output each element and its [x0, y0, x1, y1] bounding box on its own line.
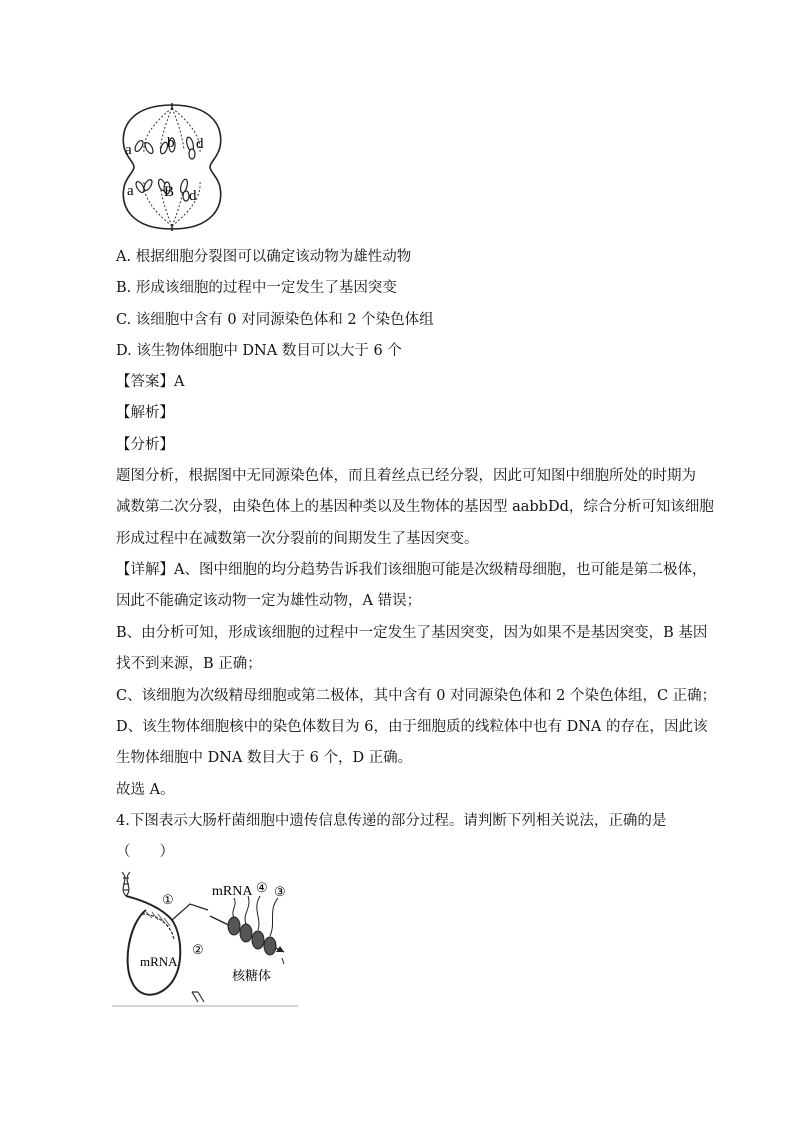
label-bottom-B: B — [164, 184, 175, 200]
transcription-translation-figure — [112, 870, 302, 1008]
label-bottom-d: d — [189, 188, 197, 204]
bottom-chromosomes — [134, 178, 189, 201]
option-b: B. 形成该细胞的过程中一定发生了基因突变 — [116, 280, 397, 296]
fenxi-line-2: 减数第二次分裂，由染色体上的基因种类以及生物体的基因型 aabbDd，综合分析可知该细胞 — [116, 499, 714, 515]
dna-tail — [192, 992, 204, 1002]
label-top-b: b — [167, 135, 175, 151]
label-circle-1: ① — [162, 892, 174, 907]
mrna-strand — [172, 904, 208, 920]
detail-line-6: D、该生物体细胞核中的染色体数目为 6，由于细胞质的线粒体中也有 DNA 的存在，因此该 — [116, 719, 708, 735]
option-d: D. 该生物体细胞中 DNA 数目可以大于 6 个 — [116, 343, 402, 359]
question4-line-2: （ ） — [116, 844, 174, 860]
label-ribosome: 核糖体 — [232, 968, 272, 983]
label-circle-3: ③ — [274, 884, 286, 899]
label-circle-2: ② — [192, 942, 204, 957]
detail-line-7: 生物体细胞中 DNA 数目大于 6 个，D 正确。 — [116, 750, 413, 766]
cell-division-diagram — [112, 102, 232, 232]
fenxi-heading: 【分析】 — [116, 437, 174, 453]
detail-line-2: 因此不能确定该动物一定为雄性动物，A 错误； — [116, 593, 422, 609]
label-mrna-top: mRNA — [212, 884, 253, 899]
label-mrna-loop: mRNA — [140, 954, 178, 969]
detail-line-3: B、由分析可知，形成该细胞的过程中一定发生了基因突变，因为如果不是基因突变，B 基因 — [116, 625, 708, 641]
label-bottom-a: a — [127, 183, 134, 199]
fenxi-line-3: 形成过程中在减数第一次分裂前的间期发生了基因突变。 — [116, 531, 479, 547]
detail-line-5: C、该细胞为次级精母细胞或第二极体，其中含有 0 对同源染色体和 2 个染色体组，C 正确； — [116, 688, 717, 704]
option-c: C. 该细胞中含有 0 对同源染色体和 2 个染色体组 — [116, 312, 434, 328]
spindle-fibers — [144, 108, 200, 226]
cell-division-figure — [112, 102, 232, 232]
dna-loop — [126, 896, 180, 995]
label-top-a: a — [125, 142, 132, 158]
answer-line: 【答案】A — [116, 374, 185, 390]
analysis-heading: 【解析】 — [116, 405, 174, 421]
fenxi-line-1: 题图分析，根据图中无同源染色体，而且着丝点已经分裂，因此可知图中细胞所处的时期为 — [116, 468, 696, 484]
detail-line-4: 找不到来源，B 正确； — [116, 656, 262, 672]
label-circle-4: ④ — [256, 880, 268, 895]
transcription-diagram — [112, 870, 302, 1008]
detail-line-1: 【详解】A、图中细胞的均分趋势告诉我们该细胞可能是次级精母细胞，也可能是第二极体， — [116, 562, 707, 578]
label-top-d: d — [196, 136, 204, 152]
question4-line-1: 4.下图表示大肠杆菌细胞中遗传信息传递的部分过程。请判断下列相关说法，正确的是 — [116, 813, 667, 829]
conclusion-line: 故选 A。 — [116, 782, 175, 798]
ribosomes — [228, 917, 276, 955]
cell-outline — [123, 105, 220, 229]
top-chromosomes — [133, 136, 195, 159]
option-a: A. 根据细胞分裂图可以确定该动物为雄性动物 — [116, 249, 412, 265]
dna-helix — [122, 872, 130, 896]
